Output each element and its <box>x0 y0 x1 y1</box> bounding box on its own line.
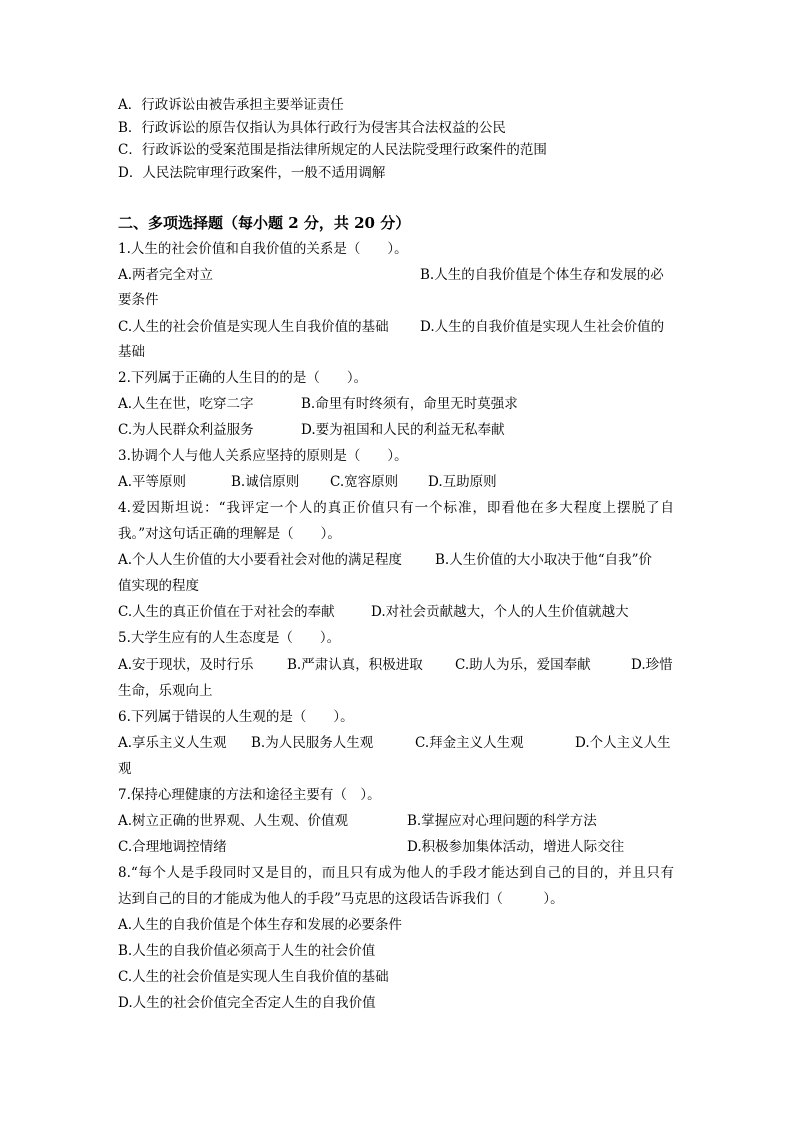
q5-option-d: D.珍惜 <box>631 657 673 673</box>
q2-option-d: D.要为祖国和人民的利益无私奉献 <box>301 422 505 438</box>
q6-stem: 6.下列属于错误的人生观的是（ ）。 <box>118 709 354 725</box>
q1-option-b-cont: 要条件 <box>118 292 159 308</box>
q4-option-c: C.人生的真正价值在于对社会的奉献 <box>118 604 335 620</box>
q3-option-d: D.互助原则 <box>428 474 497 490</box>
q5-option-b: B.严肃认真，积极进取 <box>287 657 423 673</box>
q5-option-a: A.安于现状，及时行乐 <box>118 657 254 673</box>
q2-stem: 2.下列属于正确的人生目的的是（ ）。 <box>118 370 368 386</box>
q6-option-c: C.拜金主义人生观 <box>415 735 524 751</box>
q6-option-a: A.享乐主义人生观 <box>118 735 227 751</box>
q7-option-c: C.合理地调控情绪 <box>118 839 227 855</box>
q1-option-d-cont: 基础 <box>118 344 145 360</box>
q5-option-d-cont: 生命，乐观向上 <box>118 683 213 699</box>
q1-option-a: A.两者完全对立 <box>118 267 214 283</box>
prev-option-b: B．行政诉讼的原告仅指认为具体行政行为侵害其合法权益的公民 <box>118 120 506 136</box>
q2-option-c: C.为人民群众利益服务 <box>118 422 254 438</box>
q3-option-a: A.平等原则 <box>118 474 187 490</box>
q2-option-a: A.人生在世，吃穿二字 <box>118 396 254 412</box>
q1-stem: 1.人生的社会价值和自我价值的关系是（ ）。 <box>118 241 408 257</box>
q6-option-d-cont: 观 <box>118 761 132 777</box>
q7-option-a: A.树立正确的世界观、人生观、价值观 <box>118 813 349 829</box>
q2-option-b: B.命里有时终须有，命里无时莫强求 <box>301 396 518 412</box>
q8-option-a: A.人生的自我价值是个体生存和发展的必要条件 <box>118 917 403 933</box>
q8-option-c: C.人生的社会价值是实现人生自我价值的基础 <box>118 969 389 985</box>
q3-option-c: C.宽容原则 <box>330 474 399 490</box>
q4-stem-line-1: 4.爱因斯坦说：“我评定一个人的真正价值只有一个标准，即看他在多大程度上摆脱了自 <box>118 500 674 516</box>
q8-stem-line-1: 8.“每个人是手段同时又是目的，而且只有成为他人的手段才能达到自己的目的，并且只有 <box>118 865 674 881</box>
q5-option-c: C.助人为乐，爱国奉献 <box>455 657 591 673</box>
section-title: 二、多项选择题（每小题 2 分，共 20 分） <box>118 214 411 232</box>
q4-option-a: A.个人人生价值的大小要看社会对他的满足程度 <box>118 552 403 568</box>
prev-option-a: A．行政诉讼由被告承担主要举证责任 <box>118 97 344 113</box>
q4-option-b: B.人生价值的大小取决于他“自我”价 <box>435 552 653 568</box>
q4-stem-line-2: 我。”对这句话正确的理解是（ ）。 <box>118 526 341 542</box>
prev-option-d: D．人民法院审理行政案件，一般不适用调解 <box>118 165 386 181</box>
q3-stem: 3.协调个人与他人关系应坚持的原则是（ ）。 <box>118 448 408 464</box>
q7-option-d: D.积极参加集体活动，增进人际交往 <box>407 839 625 855</box>
q3-option-b: B.诚信原则 <box>231 474 300 490</box>
q6-option-d: D.个人主义人生 <box>575 735 671 751</box>
q5-stem: 5.大学生应有的人生态度是（ ）。 <box>118 630 341 646</box>
q1-option-b: B.人生的自我价值是个体生存和发展的必 <box>420 267 664 283</box>
prev-option-c: C．行政诉讼的受案范围是指法律所规定的人民法院受理行政案件的范围 <box>118 142 547 158</box>
q8-option-b: B.人生的自我价值必须高于人生的社会价值 <box>118 943 376 959</box>
q7-option-b: B.掌握应对心理问题的科学方法 <box>407 813 597 829</box>
q1-option-c: C.人生的社会价值是实现人生自我价值的基础 <box>118 319 389 335</box>
q8-stem-line-2: 达到自己的目的才能成为他人的手段”马克思的这段话告诉我们（ ）。 <box>118 891 564 907</box>
q6-option-b: B.为人民服务人生观 <box>251 735 374 751</box>
q8-option-d: D.人生的社会价值完全否定人生的自我价值 <box>118 995 376 1011</box>
q7-stem: 7.保持心理健康的方法和途径主要有（ ）。 <box>118 787 381 803</box>
q4-option-b-cont: 值实现的程度 <box>118 578 199 594</box>
q4-option-d: D.对社会贡献越大，个人的人生价值就越大 <box>371 604 629 620</box>
q1-option-d: D.人生的自我价值是实现人生社会价值的 <box>420 319 665 335</box>
